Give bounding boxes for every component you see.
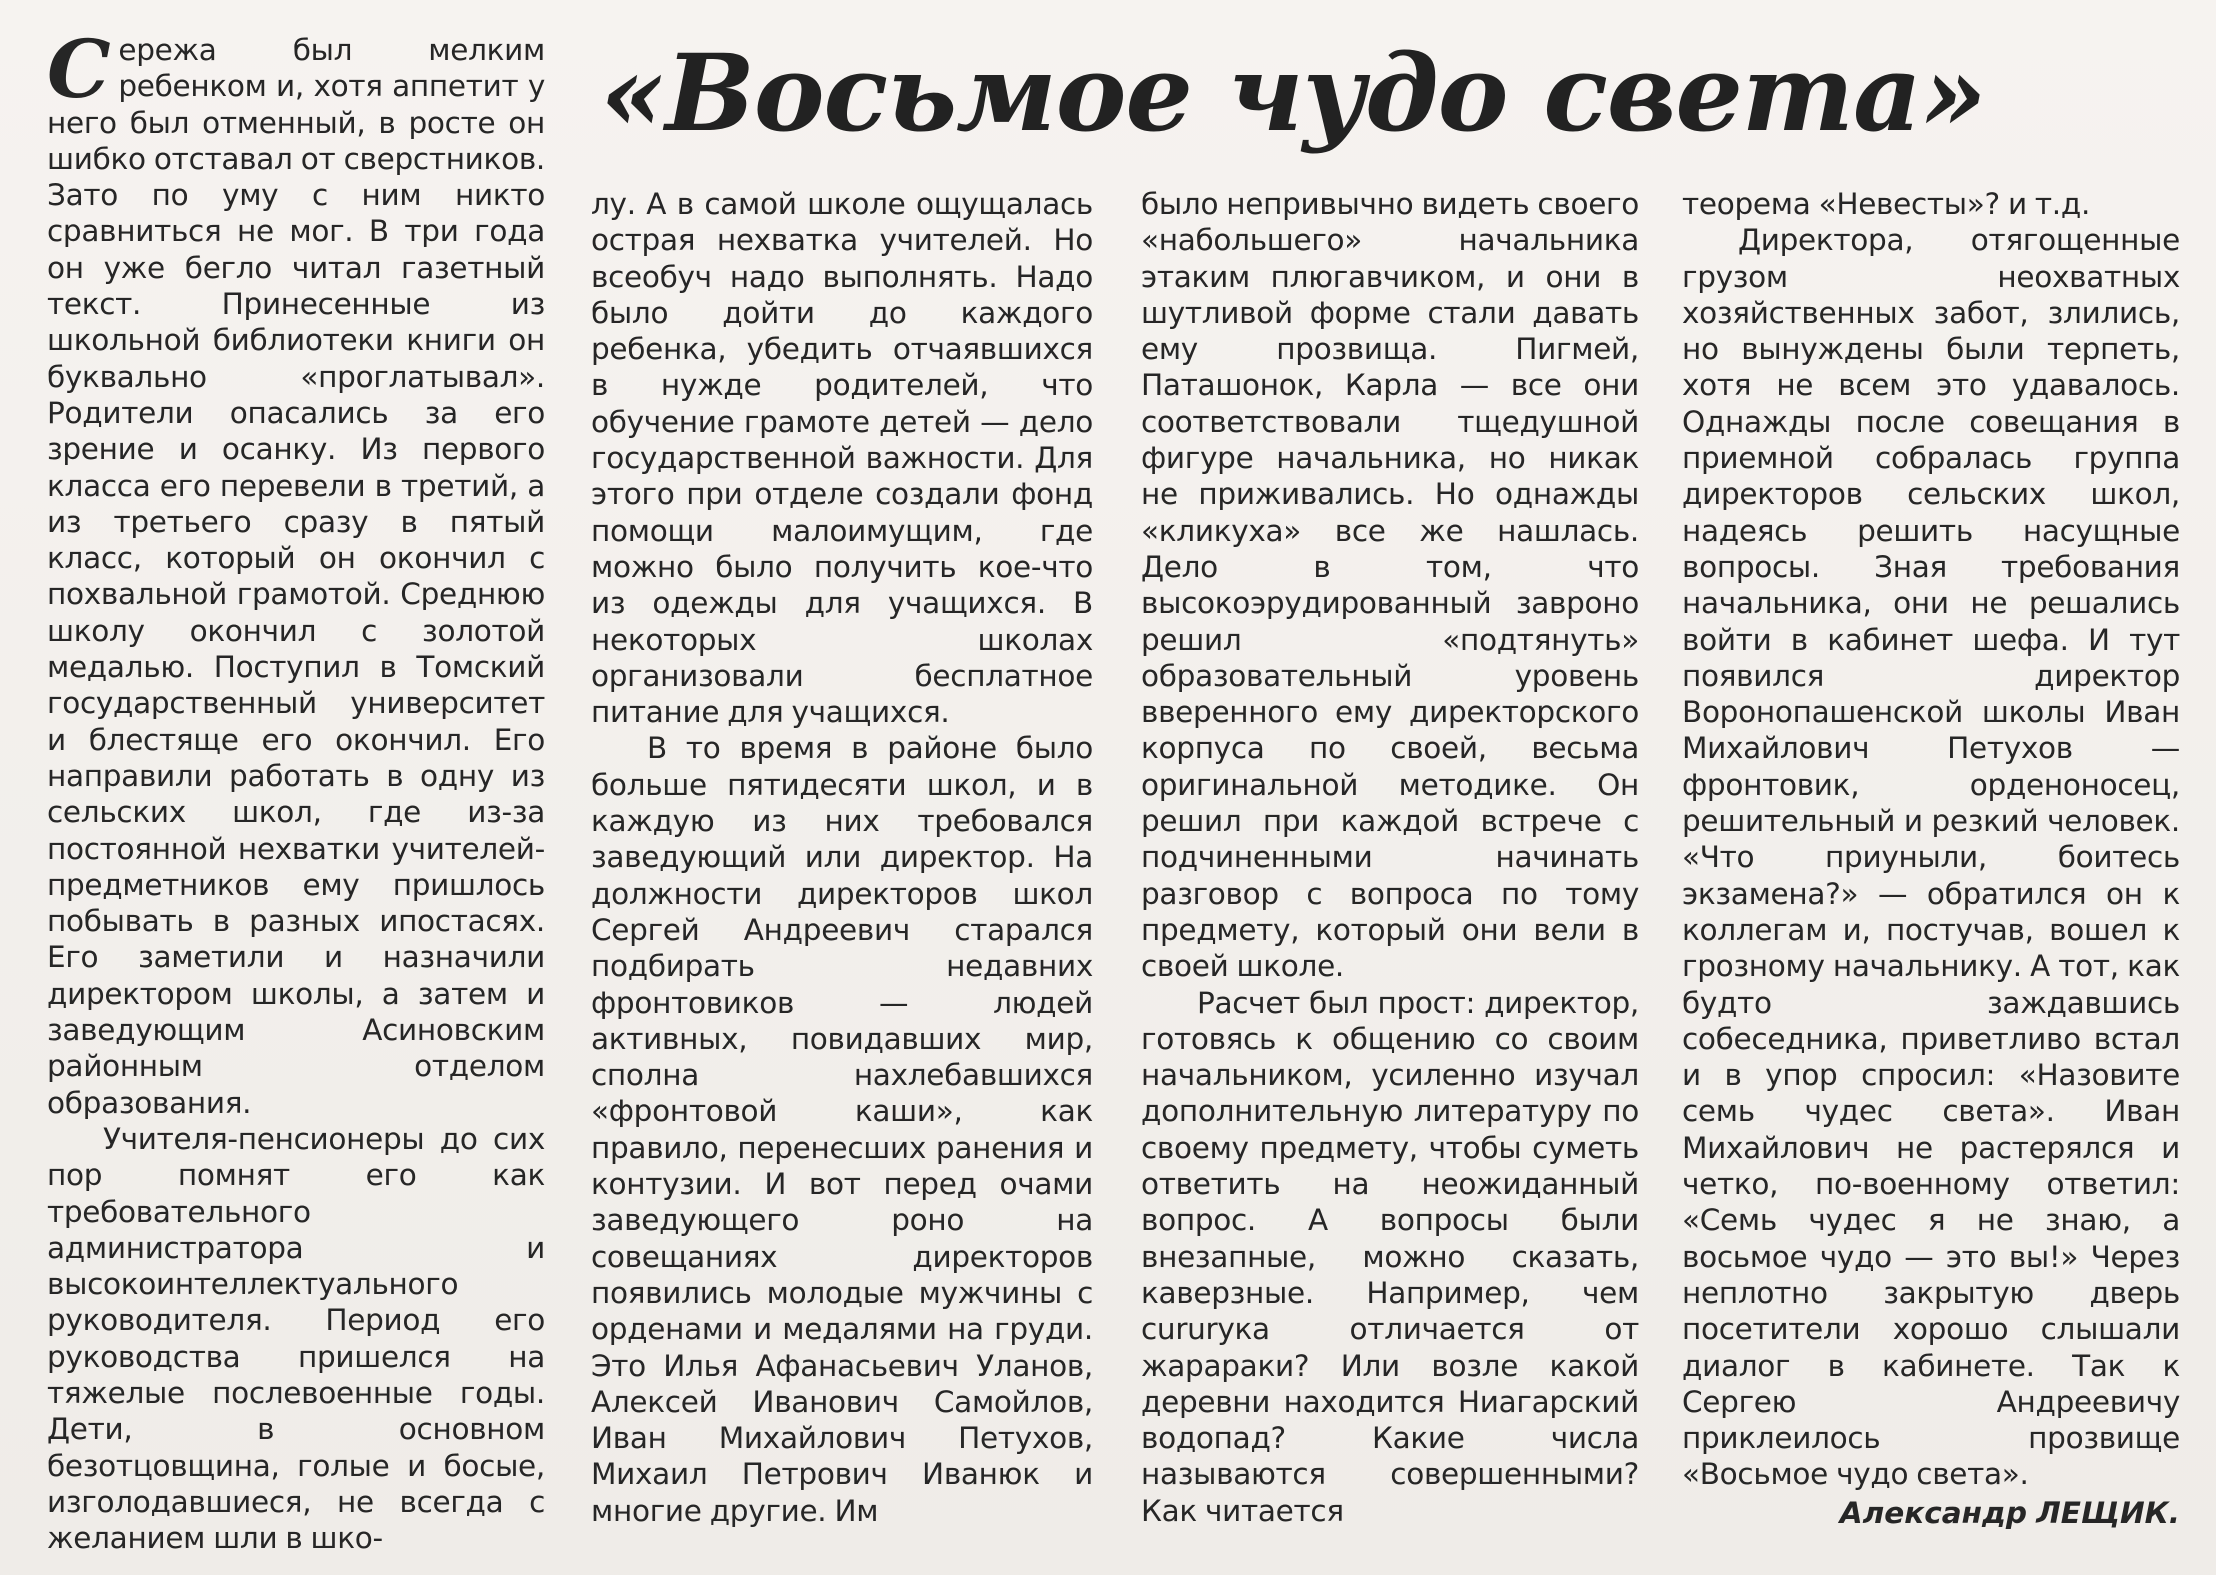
paragraph-1-text: ережа был мелким ребенком и, хотя аппетит у него был отменный, в росте он шибко отставал от сверстников. Зато по уму с ним никто сравниться не мог. В три года он уже бегло читал газетный текст. Принесенные из школьной библиотеки книги он буквально «проглатывал». Родители опасались за его зрение и осанку. Из первого класса его перевели в третий, а из третьего сразу в пятый класс, который он окончил с похвальной грамотой. Среднюю школу окончил с золотой медалью. Поступил в Томский государственный университет и блестяще его окончил. Его направили работать в одну из сельских школ, где из-за постоянной нехватки учителей-предметников ему пришлось побывать в разных ипостасях. Его заметили и назначили директором школы, а затем и заведующим Асиновским районным отделом образования. <box>47 33 545 1120</box>
paragraph-4-continued: теорема «Невесты»? и т.д. <box>1682 187 2091 221</box>
paragraph-3: В то время в районе было больше пятидесяти школ, и в каждую из них требовался заведующий или директор. На должности директоров школ Сергей Андреевич старался подбирать недавних фронтовиков — людей активных, повидавших мир, сполна нахлебавшихся «фронтовой каши», как правило, перенесших ранения и контузии. И вот перед очами заведующего роно на совещаниях директоров появились молодые мужчины с орденами и медалями на груди. Это Илья Афанасьевич Уланов, Алексей Иванович Самойлов, Иван Михайлович Петухов, Михаил Петрович Иванюк и многие другие. Им <box>591 731 1093 1528</box>
column-3 <box>1141 186 1639 1529</box>
column-1 <box>47 22 545 1556</box>
author-byline: Александр ЛЕЩИК. <box>1839 1495 2180 1530</box>
column-4 <box>1682 186 2180 1531</box>
paragraph-5: Директора, отягощенные грузом неохватных хозяйственных забот, злились, но вынуждены были терпеть, хотя не всем это удавалось. Однажды после совещания в приемной собралась группа директоров сельских школ, надеясь решить насущные вопросы. Зная требования начальника, они не решались войти в кабинет шефа. И тут появился директор Воронопашенской школы Иван Михайлович Петухов — фронтовик, орденоносец, решительный и резкий человек. «Что приуныли, боитесь экзамена?» — обратился он к коллегам и, постучав, вошел к грозному начальнику. А тот, как будто заждавшись собеседника, приветливо встал и в упор спросил: «Назовите семь чудес света». Иван Михайлович не растерялся и четко, по-военному ответил: «Семь чудес я не знаю, а восьмое чудо — это вы!» Через неплотно закрытую дверь посетители хорошо слышали диалог в кабинете. Так к Сергею Андреевичу приклеилось прозвище «Восьмое чудо света». <box>1682 223 2180 1492</box>
paragraph-3-continued: было непривычно видеть своего «набольшего» начальника этаким плюгавчиком, и они в шутливой форме стали давать ему прозвища. Пигмей, Паташонок, Карла — все они соответствовали тщедушной фигуре начальника, но никак не приживались. Но однажды «кликуха» все же нашлась. Дело в том, что высокоэрудированный завроно решил «подтянуть» образовательный уровень вверенного ему директорского корпуса по своей, весьма оригинальной методике. Он решил при каждой встрече с подчиненными начинать разговор с вопроса по тому предмету, который они вели в своей школе. <box>1141 187 1639 984</box>
paragraph-1 <box>47 22 545 1121</box>
paragraph-4: Расчет был прост: директор, готовясь к общению со своим начальником, усиленно изучал дополнительную литературу по своему предмету, чтобы суметь ответить на неожиданный вопрос. А вопросы были внезапные, можно сказать, каверзные. Например, чем сururука отличается от жарараки? Или возле какой деревни находится Ниагарский водопад? Какие числа называются совершенными? Как читается <box>1141 985 1639 1528</box>
column-2 <box>591 186 1093 1529</box>
article-headline: «Восьмое чудо света» <box>600 30 1987 155</box>
drop-cap: С <box>47 22 111 116</box>
paragraph-2-continued: лу. А в самой школе ощущалась острая нехватка учителей. Но всеобуч надо выполнять. Надо было дойти до каждого ребенка, убедить отчаявшихся в нужде родителей, что обучение грамоте детей — дело государственной важности. Для этого при отделе создали фонд помощи малоимущим, где можно было получить кое-что из одежды для учащихся. В некоторых школах организовали бесплатное питание для учащихся. <box>591 187 1093 730</box>
paragraph-2: Учителя-пенсионеры до сих пор помнят его как требовательного администратора и высокоинтеллектуального руководителя. Период его руководства пришелся на тяжелые послевоенные годы. Дети, в основном безотцовщина, голые и босые, изголодавшиеся, не всегда с желанием шли в шко- <box>47 1121 545 1556</box>
